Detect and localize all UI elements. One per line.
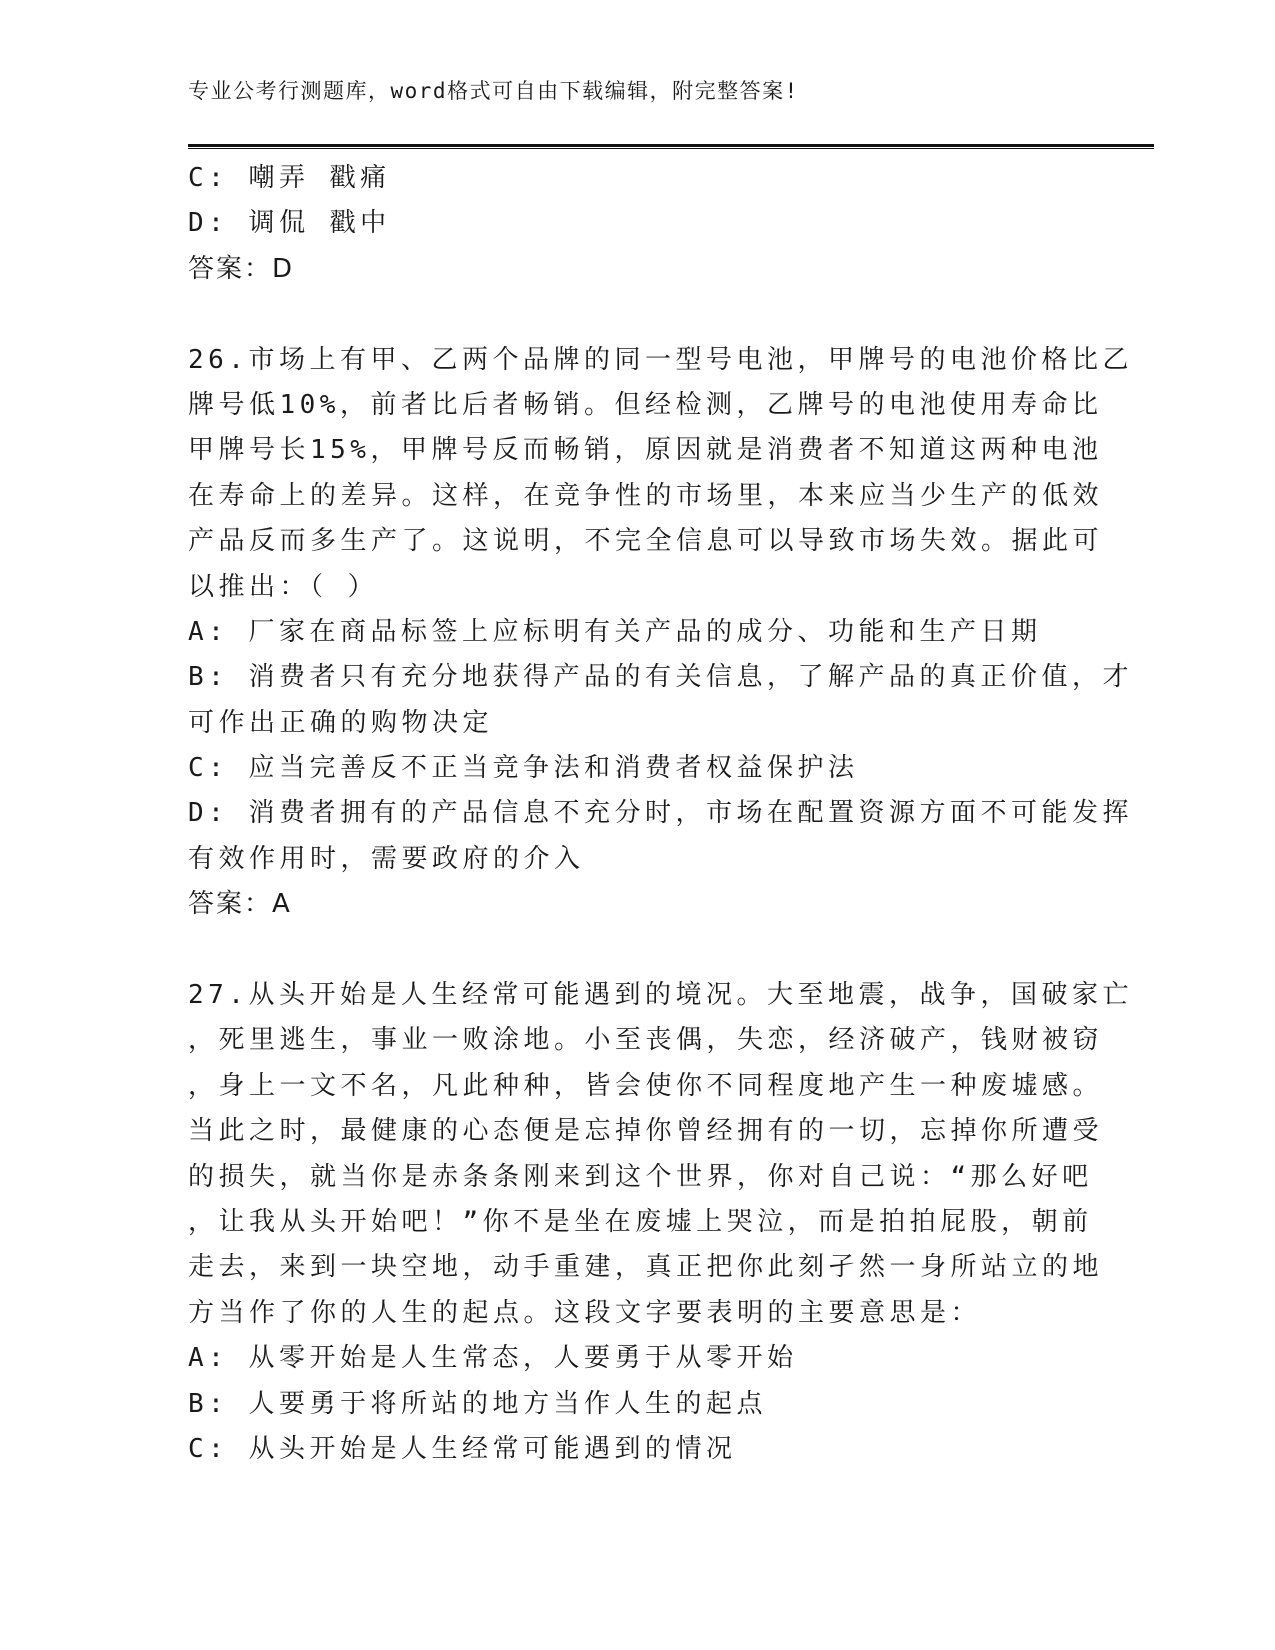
header-divider xyxy=(188,144,1154,149)
question-stem-line: 当此之时，最健康的心态便是忘掉你曾经拥有的一切，忘掉你所遭受 xyxy=(188,1116,1104,1147)
option-b: B: 消费者只有充分地获得产品的有关信息，了解产品的真正价值，才 xyxy=(188,662,1133,693)
option-c: C: 嘲弄 戳痛 xyxy=(188,163,391,193)
question-stem-line: 27.从头开始是人生经常可能遇到的境况。大至地震，战争，国破家亡 xyxy=(188,980,1133,1011)
question-27 xyxy=(188,973,1133,1472)
option-a: A: 从零开始是人生常态，人要勇于从零开始 xyxy=(188,1343,798,1374)
question-stem-line: 牌号低10%，前者比后者畅销。但经检测，乙牌号的电池使用寿命比 xyxy=(188,389,1103,420)
option-c: C: 应当完善反不正当竞争法和消费者权益保护法 xyxy=(188,753,859,784)
option-a: A: 厂家在商品标签上应标明有关产品的成分、功能和生产日期 xyxy=(188,616,1042,647)
spacer xyxy=(188,292,1088,337)
question-26 xyxy=(188,338,1133,928)
option-c: C: 从头开始是人生经常可能遇到的情况 xyxy=(188,1433,737,1464)
question-stem-line: 在寿命上的差异。这样，在竞争性的市场里，本来应当少生产的低效 xyxy=(188,480,1104,511)
page-header: 专业公考行测题库，word格式可自由下载编辑，附完整答案! xyxy=(188,79,799,103)
question-stem-line: 方当作了你的人生的起点。这段文字要表明的主要意思是： xyxy=(188,1297,982,1328)
option-b: B: 人要勇于将所站的地方当作人生的起点 xyxy=(188,1388,767,1419)
question-stem-line: ，让我从头开始吧！”你不是坐在废墟上哭泣，而是拍拍屁股，朝前 xyxy=(188,1206,1093,1237)
answer: 答案：A xyxy=(188,889,292,920)
question-stem-line: 26.市场上有甲、乙两个品牌的同一型号电池，甲牌号的电池价格比乙 xyxy=(188,344,1133,375)
question-stem-line: ，死里逃生，事业一败涂地。小至丧偶，失恋，经济破产，钱财被窃 xyxy=(188,1025,1104,1056)
spacer xyxy=(188,928,1088,973)
option-b-continued: 可作出正确的购物决定 xyxy=(188,707,494,738)
document-body xyxy=(188,156,1133,1472)
option-d-continued: 有效作用时，需要政府的介入 xyxy=(188,843,585,874)
question-stem-line: 产品反而多生产了。这说明，不完全信息可以导致市场失效。据此可 xyxy=(188,526,1104,557)
question-stem-line: 走去，来到一块空地，动手重建，真正把你此刻孑然一身所站立的地 xyxy=(188,1252,1104,1283)
question-stem-line: 以推出：（ ） xyxy=(188,571,379,602)
question-stem-line: ，身上一文不名，凡此种种，皆会使你不同程度地产生一种废墟感。 xyxy=(188,1070,1104,1101)
answer: 答案：D xyxy=(188,253,295,284)
option-d: D: 消费者拥有的产品信息不充分时，市场在配置资源方面不可能发挥 xyxy=(188,798,1133,829)
question-stem-line: 甲牌号长15%，甲牌号反而畅销，原因就是消费者不知道这两种电池 xyxy=(188,435,1103,466)
option-d: D: 调侃 戳中 xyxy=(188,208,391,239)
question-stem-line: 的损失，就当你是赤条条刚来到这个世界，你对自己说：“那么好吧 xyxy=(188,1161,1093,1192)
